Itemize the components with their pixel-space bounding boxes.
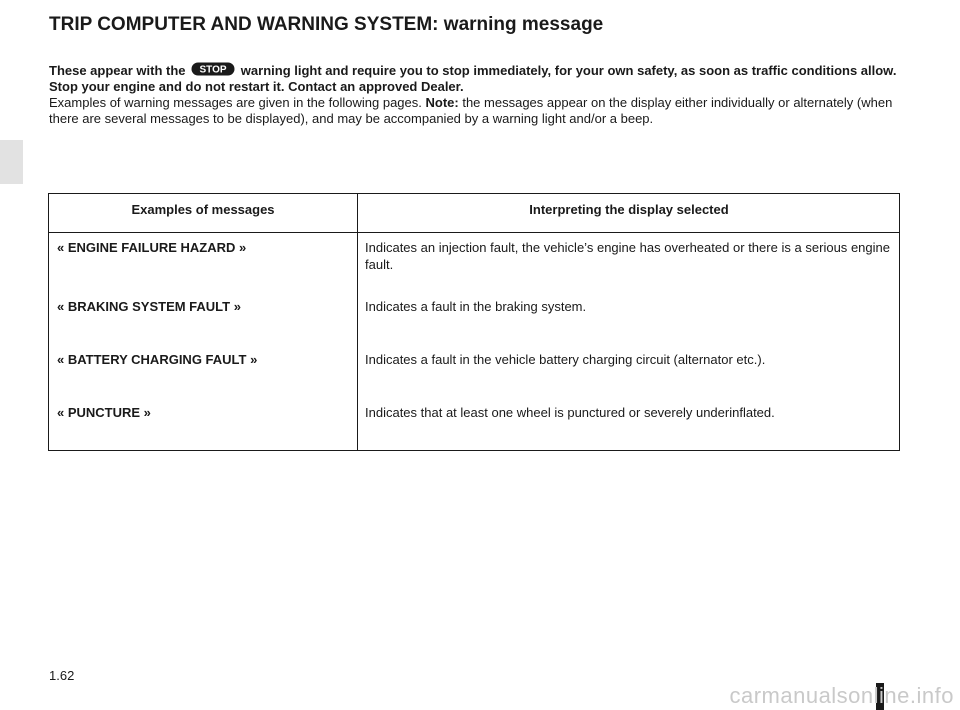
message-text: « ENGINE FAILURE HAZARD » <box>57 240 247 255</box>
meaning-text: Indicates that at least one wheel is punctured or severely underinflated. <box>365 405 775 420</box>
warning-suffix: warning light and require you to stop immediately, for your own safety, as soon as traffic conditions allow. Stop your engine and do not restart it. Contact an approved Dealer. <box>49 63 897 94</box>
meaning-text: Indicates a fault in the vehicle battery charging circuit (alternator etc.). <box>365 352 766 367</box>
note-label: Note: <box>425 95 459 110</box>
stop-icon-label: STOP <box>199 64 227 76</box>
note-text: the messages appear on the display either individually or alternately (when there are several messages to be displayed), and may be accompanied by a warning light and/or a beep. <box>49 95 893 126</box>
meaning-text: Indicates an injection fault, the vehicle’s engine has overheated or there is a serious engine fault. <box>365 240 890 272</box>
chapter-tab <box>0 140 23 184</box>
page-number: 1.62 <box>49 668 75 683</box>
message-text: « BATTERY CHARGING FAULT » <box>57 352 258 367</box>
stop-warning-icon <box>191 62 235 76</box>
header-interpretation: Interpreting the display selected <box>529 202 729 217</box>
warning-prefix: These appear with the <box>49 63 186 78</box>
warning-messages-table <box>48 193 900 451</box>
examples-text: Examples of warning messages are given in the following pages. <box>49 95 422 110</box>
header-examples: Examples of messages <box>131 202 275 217</box>
watermark: carmanualsonline.info <box>729 683 954 708</box>
header-rule <box>49 232 899 233</box>
meaning-text: Indicates a fault in the braking system. <box>365 299 587 314</box>
page-title: TRIP COMPUTER AND WARNING SYSTEM: warning message <box>49 14 604 35</box>
message-text: « BRAKING SYSTEM FAULT » <box>57 299 241 314</box>
intro-paragraph <box>49 62 901 127</box>
message-text: « PUNCTURE » <box>57 405 151 420</box>
